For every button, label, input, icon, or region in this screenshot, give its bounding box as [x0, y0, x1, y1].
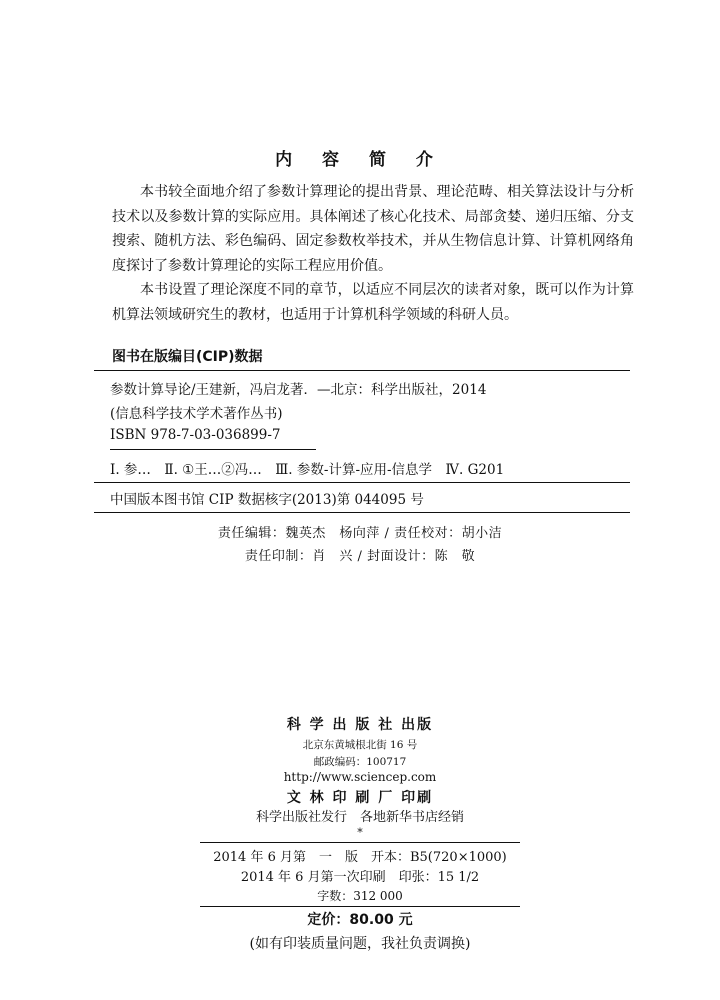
- quality-note: (如有印装质量问题，我社负责调换): [249, 936, 471, 952]
- cip-isbn: ISBN 978-7-03-036899-7: [110, 427, 281, 443]
- cip-isbn-rule: [110, 449, 316, 450]
- publisher-line: 科 学 出 版 社 出版: [286, 717, 434, 733]
- cip-heading: 图书在版编目(CIP)数据: [112, 349, 263, 365]
- publisher-address: 北京东黄城根北街 16 号: [302, 739, 418, 751]
- imprint-top-rule: [200, 842, 520, 843]
- credits-production: 责任印制：肖 兴 / 封面设计：陈 敬: [244, 549, 476, 564]
- printing-line: 2014 年 6 月第一次印刷 印张：15 1/2: [240, 870, 480, 885]
- cip-number: 中国版本图书馆 CIP 数据核字(2013)第 044095 号: [110, 492, 424, 508]
- cip-title-line: 参数计算导论/王建新，冯启龙著．—北京：科学出版社，2014: [110, 382, 487, 398]
- edition-line: 2014 年 6 月第 一 版 开本：B5(720×1000): [213, 850, 507, 865]
- price: 定价：80.00 元: [307, 912, 413, 928]
- cip-series-line: (信息科学技术学术著作丛书): [110, 406, 283, 422]
- cip-top-rule: [94, 370, 630, 371]
- credits-editors: 责任编辑：魏英杰 杨向萍 / 责任校对：胡小洁: [217, 526, 503, 541]
- intro-title: 内 容 简 介: [275, 150, 445, 170]
- cip-middle-rule: [94, 482, 630, 483]
- intro-summary: [112, 180, 634, 327]
- publisher-url: http://www.sciencep.com: [283, 770, 437, 784]
- distribution-line: 科学出版社发行 各地新华书店经销: [255, 810, 464, 825]
- intro-paragraph-2: 本书设置了理论深度不同的章节，以适应不同层次的读者对象，既可以作为计算机算法领域研究生的教材，也适用于计算机科学领域的科研人员。: [112, 282, 634, 323]
- imprint-bottom-rule: [200, 906, 520, 907]
- intro-paragraph-1: 本书较全面地介绍了参数计算理论的提出背景、理论范畴、相关算法设计与分析技术以及参数计算的实际应用。具体阐述了核心化技术、局部贪婪、递归压缩、分支搜索、随机方法、彩色编码、固定参数枚举技术，并从生物信息计算、计算机网络角度探讨了参数计算理论的实际工程应用价值。: [112, 184, 634, 274]
- cip-bottom-rule: [94, 512, 630, 513]
- cip-classification: Ⅰ. 参… Ⅱ. ①王…②冯… Ⅲ. 参数-计算-应用-信息学 Ⅳ. G201: [110, 462, 505, 478]
- publisher-postcode: 邮政编码：100717: [313, 756, 407, 768]
- printer-line: 文 林 印 刷 厂 印刷: [286, 790, 434, 806]
- word-count: 字数：312 000: [317, 889, 403, 903]
- separator-star: *: [357, 826, 363, 839]
